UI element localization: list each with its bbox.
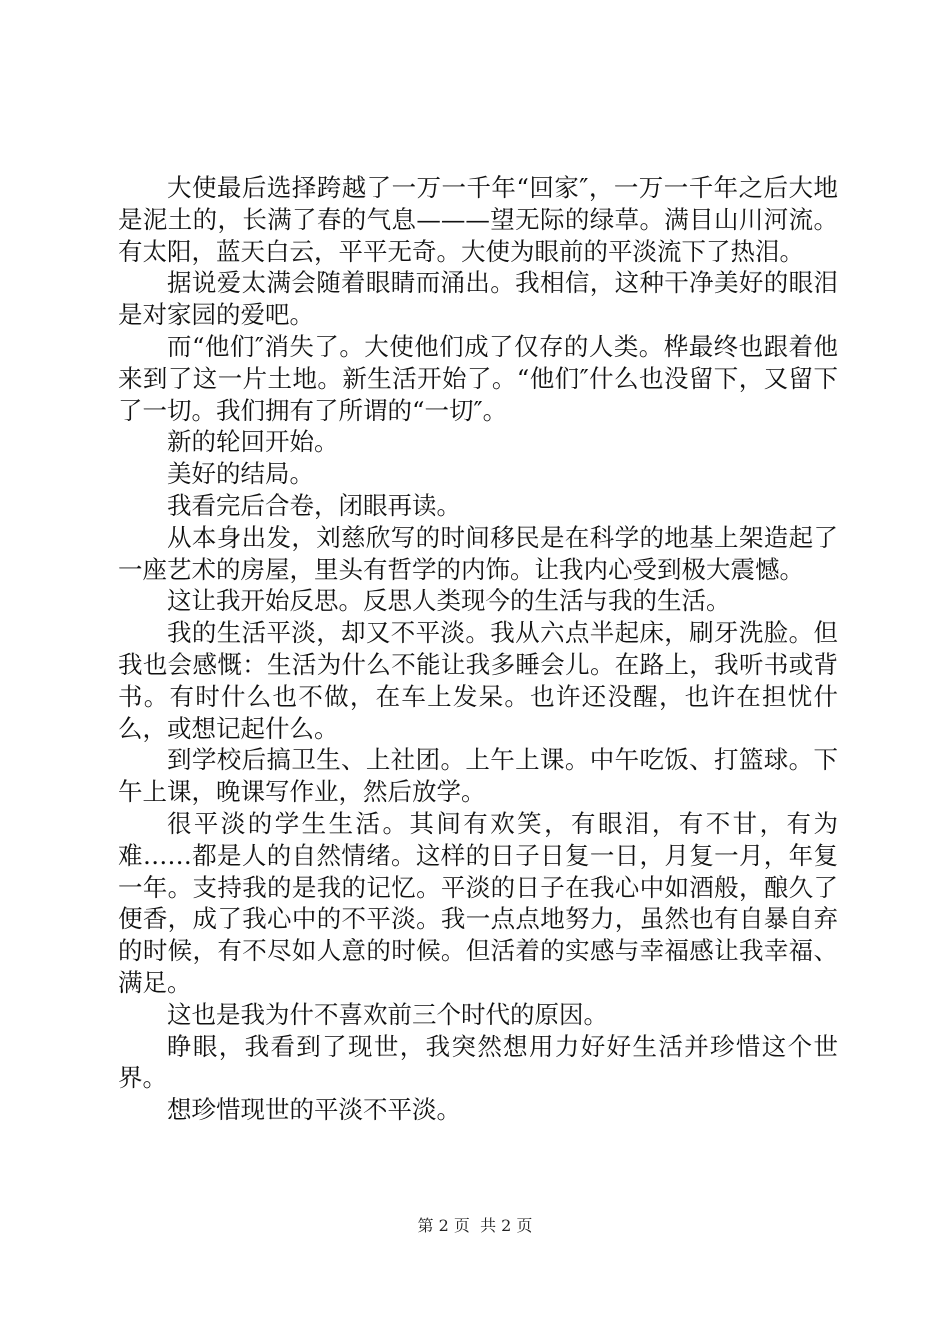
paragraph: 大使最后选择跨越了一万一千年“回家″，一万一千年之后大地是泥土的，长满了春的气息———望无际的绿草。满目山川河流。有太阳，蓝天白云，平平无奇。大使为眼前的平淡流下了热泪。	[118, 173, 838, 266]
paragraph: 我的生活平淡，却又不平淡。我从六点半起床，刷牙洗脸。但我也会感慨：生活为什么不能让我多睡会儿。在路上，我听书或背书。有时什么也不做，在车上发呆。也许还没醒，也许在担忧什么，或想记起什么。	[118, 618, 838, 743]
paragraph: 想珍惜现世的平淡不平淡。	[167, 1095, 461, 1125]
paragraph: 美好的结局。	[167, 459, 314, 489]
paragraph: 睁眼，我看到了现世，我突然想用力好好生活并珍惜这个世界。	[118, 1031, 838, 1093]
paragraph: 很平淡的学生生活。其间有欢笑，有眼泪，有不甘，有为难……都是人的自然情绪。这样的日子日复一日，月复一月，年复一年。支持我的是我的记忆。平淡的日子在我心中如酒般，酿久了便香，成了我心中的不平淡。我一点点地努力，虽然也有自暴自弃的时候，有不尽如人意的时候。但活着的实感与幸福感让我幸福、满足。	[118, 808, 838, 997]
paragraph: 新的轮回开始。	[167, 427, 339, 457]
page-number-footer: 第 2 页 共 2 页	[417, 1216, 533, 1235]
paragraph: 据说爱太满会随着眼睛而涌出。我相信，这种干净美好的眼泪是对家园的爱吧。	[118, 268, 838, 330]
article-body	[118, 172, 838, 1126]
paragraph: 而“他们″消失了。大使他们成了仅存的人类。桦最终也跟着他来到了这一片土地。新生活开始了。“他们″什么也没留下，又留下了一切。我们拥有了所谓的“一切″。	[118, 331, 838, 425]
paragraph: 从本身出发，刘慈欣写的时间移民是在科学的地基上架造起了一座艺术的房屋，里头有哲学的内饰。让我内心受到极大震憾。	[118, 522, 838, 584]
paragraph: 这也是我为什不喜欢前三个时代的原因。	[167, 999, 608, 1029]
paragraph: 这让我开始反思。反思人类现今的生活与我的生活。	[167, 586, 731, 616]
paragraph: 到学校后搞卫生、上社团。上午上课。中午吃饭、打篮球。下午上课，晚课写作业，然后放学。	[118, 745, 838, 807]
paragraph: 我看完后合卷，闭眼再读。	[167, 490, 461, 520]
